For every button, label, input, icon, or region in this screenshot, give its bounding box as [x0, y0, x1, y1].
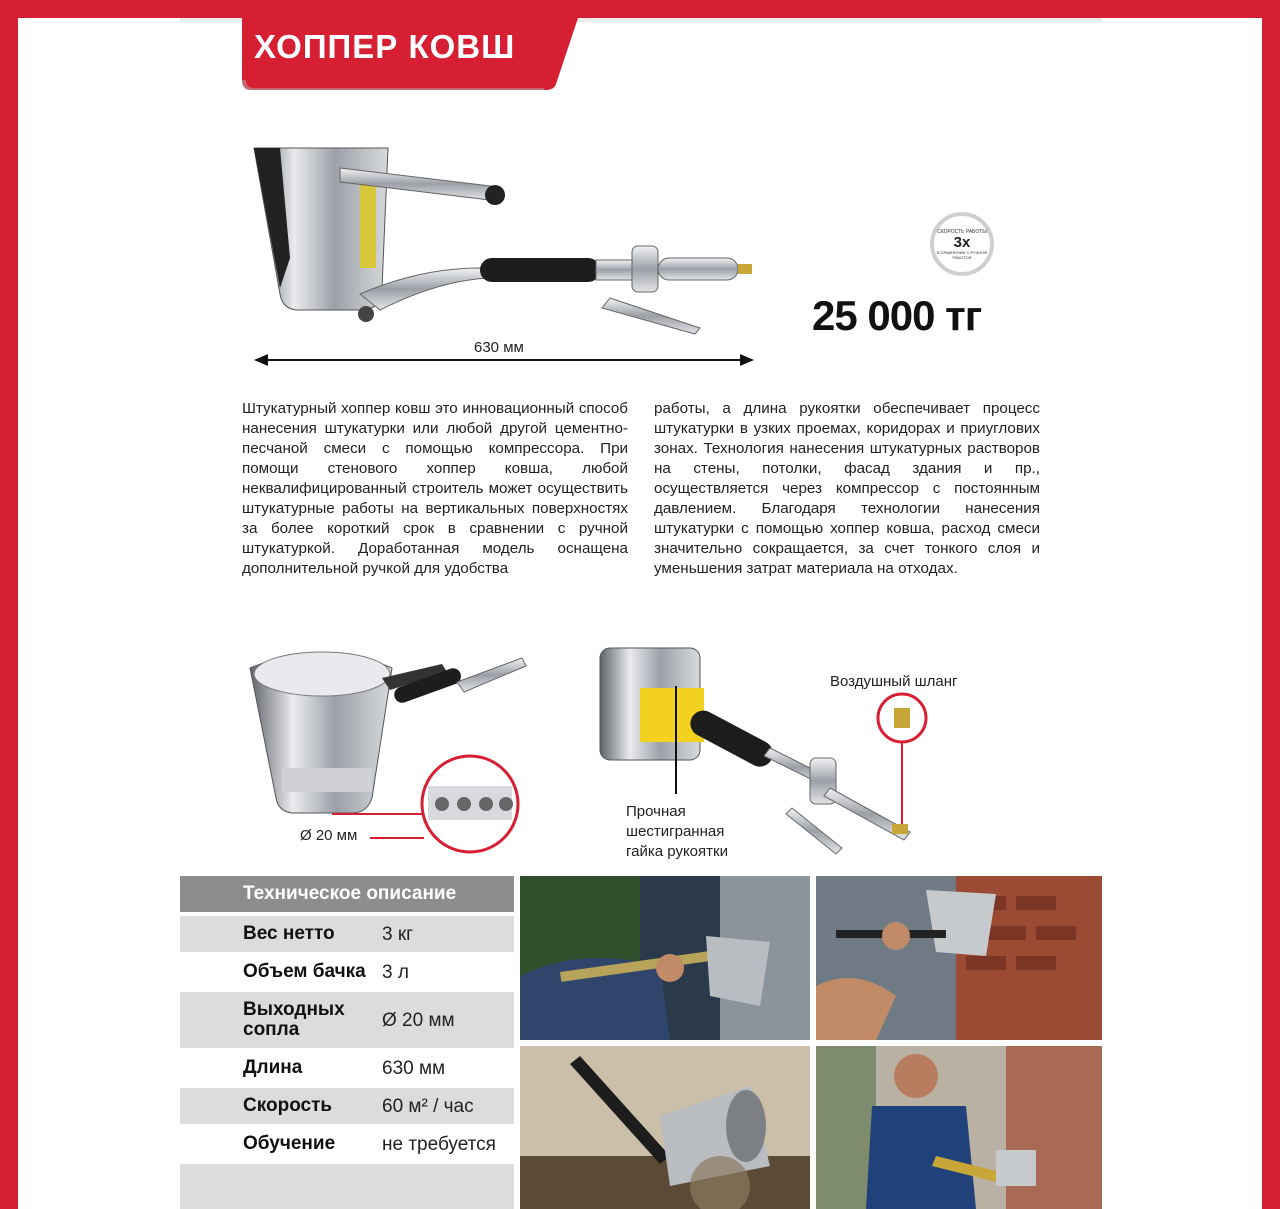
usage-photo-1: [520, 876, 810, 1040]
spec-value: 3 кг: [382, 924, 414, 945]
spec-key: Обучение: [243, 1133, 336, 1154]
spec-row-filler: [180, 1164, 514, 1209]
price: 25 000 тг: [812, 292, 982, 339]
page-title: ХОППЕР КОВШ: [254, 28, 516, 65]
badge-top-text: СКОРОСТЬ РАБОТЫ: [937, 228, 987, 235]
spec-value: 60 м² / час: [382, 1096, 474, 1117]
spec-value: 3 л: [382, 962, 409, 983]
description-column-2: работы, а длина рукоятки обеспечивает процесс штукатурки в узких проемах, коридорах и приуглових зонах. Технология нанесения штукатурных растворов на стены, потолки, фасад здания и пр., осуществляется через компрессор с постоянным давлением. Благодаря технологии нанесения штукатурки с помощью хоппер ковша, расход смеси значительно сокращается, за счет тонкого слоя и уменьшения затрат материала на отходах.: [654, 400, 1040, 577]
spec-table: [180, 876, 514, 1209]
spec-key: Длина: [243, 1057, 303, 1078]
air-hose-label: Воздушный шланг: [830, 673, 958, 690]
spec-key: Вес нетто: [243, 923, 335, 944]
badge-bottom-text: В СРАВНЕНИИ С РУЧНОЙ РАБОТОЙ: [936, 249, 988, 260]
badge-multiplier: 3x: [953, 233, 971, 251]
handle-nut-label-line-3: гайка рукоятки: [626, 843, 728, 860]
spec-row: [180, 916, 514, 952]
speed-badge: [930, 212, 994, 276]
spec-table-heading: Техническое описание: [180, 876, 514, 912]
length-dimension-arrow: [254, 350, 754, 370]
usage-photo-3: [520, 1046, 810, 1209]
usage-photo-2: [816, 876, 1102, 1040]
nozzle-size-label: Ø 20 мм: [300, 827, 358, 844]
handle-nut-label-line-1: Прочная: [626, 803, 686, 820]
title-banner: [238, 18, 578, 90]
spec-value: Ø 20 мм: [382, 1010, 455, 1031]
spec-key: Скорость: [243, 1095, 333, 1116]
spec-row: [180, 1126, 514, 1162]
spec-key: Выходных сопла: [243, 999, 345, 1040]
length-dimension-label: 630 мм: [474, 339, 524, 356]
hopper-product-image: [240, 138, 770, 368]
spec-key: Объем бачка: [243, 961, 366, 982]
handle-nut-label-line-2: шестигранная: [626, 823, 725, 840]
hopper-nozzle-detail-image: [242, 628, 542, 868]
description-column-1: Штукатурный хоппер ковш это инновационный способ нанесения штукатурки или любой другой цементно-песчаной смеси с помощью компрессора. При помощи стенового хоппер ковша, любой неквалифицированный строитель может осуществить штукатурные работы на вертикальных поверхностях за более короткий срок в сравнении с ручной штукатуркой. Доработанная модель оснащена дополнительной ручкой для удобства: [242, 400, 628, 577]
spec-value: 630 мм: [382, 1058, 446, 1079]
spec-row: [180, 1088, 514, 1124]
usage-photo-4: [816, 1046, 1102, 1209]
spec-value: не требуется: [382, 1134, 496, 1155]
spec-row: [180, 992, 514, 1048]
spec-row: [180, 954, 514, 990]
brochure-sheet: [180, 18, 1102, 1209]
spec-row: [180, 1050, 514, 1086]
